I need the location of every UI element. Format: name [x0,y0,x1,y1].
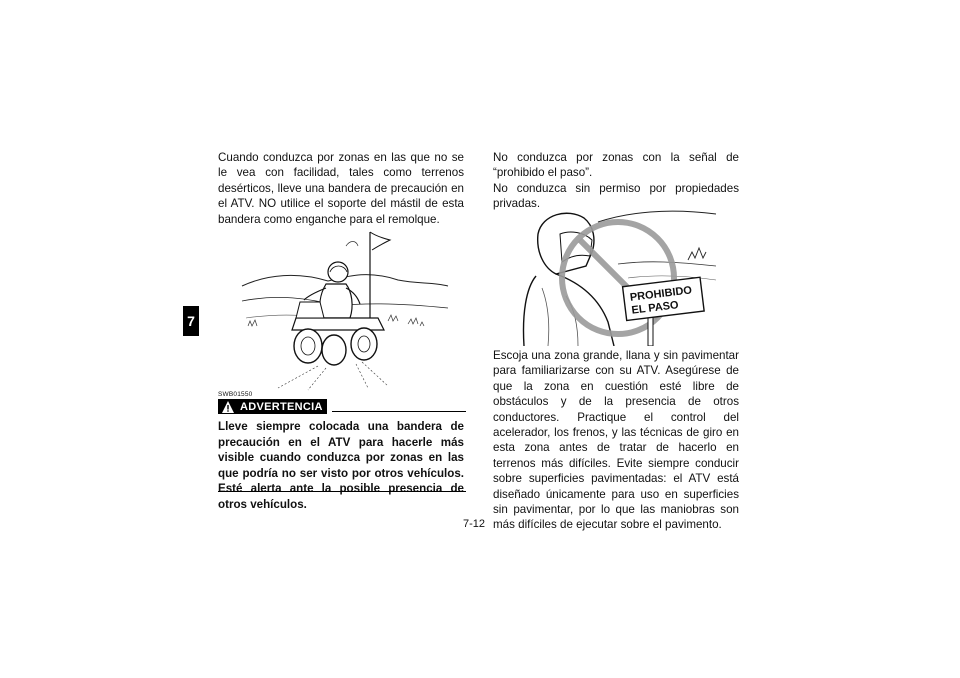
private-property-paragraph: No conduzca sin permiso por propiedades privadas. [493,181,739,211]
warning-text: Lleve siempre colocada una bandera de precaución en el ATV para hacerle más visible cuando conduzca por zonas en las que podría no ser visto por otros vehículos. Esté alerta ante la posible presencia de otros vehículos. [218,420,464,511]
no-trespassing-paragraph: No conduzca por zonas con la señal de “prohibido el paso”. [493,151,739,180]
page-number: 7-12 [463,518,486,530]
intro-paragraph: Cuando conduzca por zonas en las que no se le vea con facilidad, tales como terrenos desérticos, lleve una bandera de precaución en el ATV. NO utilice el soporte del mástil de esta bandera como enganche para el remolque. [218,151,464,226]
warning-rule-bottom [218,491,466,492]
warning-code: SWB01550 [218,391,253,398]
warning-label: ADVERTENCIA [240,400,323,413]
right-column-lower [493,348,739,533]
sign-text-line2: EL PASO [630,299,680,317]
no-trespassing-illustration [518,204,718,346]
warning-badge [218,399,327,414]
warning-header [218,399,466,416]
atv-flag-illustration [238,226,450,391]
right-column [493,150,739,212]
warning-rule-top [332,411,466,412]
chapter-tab: 7 [183,306,199,336]
practice-area-paragraph: Escoja una zona grande, llana y sin pavimentar para familiarizarse con su ATV. Asegúrese de que la zona en cuestión esté libre de obstáculos y de la presencia de otros conductores. Practique el control del acelerador, los frenos, y las técnicas de giro en esta zona antes de tratar de hacerlo en terrenos más difíciles. Evite siempre conducir sobre superficies pavimentadas: el ATV está diseñado únicamente para uso en superficies sin pavimentar, por lo que las maniobras son más difíciles de ejecutar sobre el pavimento. [493,349,739,532]
left-column [218,150,464,227]
warning-triangle-icon [221,400,235,414]
sign-text-line1: PROHIBIDO [629,284,693,304]
